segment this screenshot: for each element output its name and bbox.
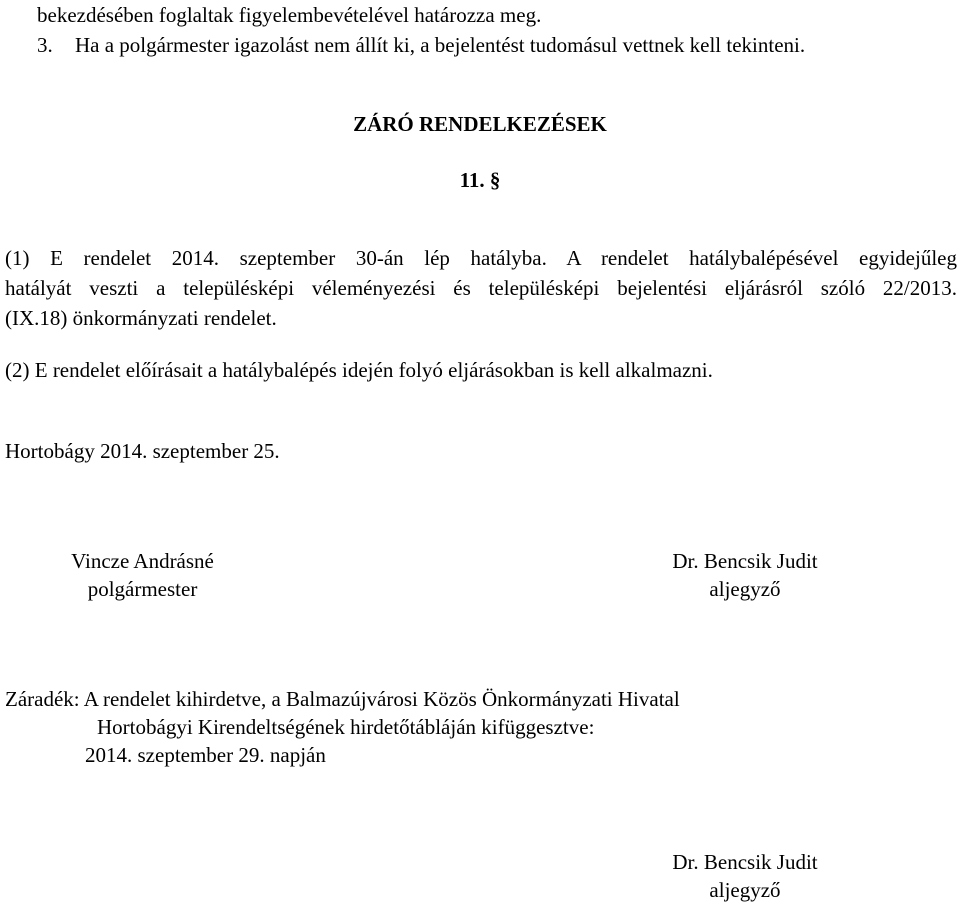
final-signature <box>640 848 850 904</box>
paragraph-1-line-1: (1) E rendelet 2014. szeptember 30-án lép hatályba. A rendelet hatálybalépésével egyidejűleg <box>5 246 957 270</box>
clause-line-2: Hortobágyi Kirendeltségének hirdetőtábláján kifüggesztve: <box>97 715 595 739</box>
list-item-3-number: 3. <box>37 33 53 57</box>
signature-right <box>640 547 850 603</box>
signature-left <box>40 547 245 603</box>
clause-line-1: Záradék: A rendelet kihirdetve, a Balmazújvárosi Közös Önkormányzati Hivatal <box>5 687 680 711</box>
signature-left-name: Vincze Andrásné <box>71 549 214 573</box>
signature-left-title: polgármester <box>87 577 198 601</box>
section-number: 11. § <box>459 168 501 192</box>
clause-line-3: 2014. szeptember 29. napján <box>85 743 326 767</box>
list-item-3-text: Ha a polgármester igazolást nem állít ki, a bejelentést tudomásul vettnek kell tekinteni. <box>75 33 806 57</box>
paragraph-2: (2) E rendelet előírásait a hatálybalépés idején folyó eljárásokban is kell alkalmazni. <box>5 358 713 382</box>
paragraph-1-line-2: hatályát veszti a településképi véleményezési és településképi bejelentési eljárásról szóló 22/2013. <box>5 276 957 300</box>
paragraph-1-line-3: (IX.18) önkormányzati rendelet. <box>5 306 277 330</box>
signature-right-title: aljegyző <box>709 577 781 601</box>
final-signature-name: Dr. Bencsik Judit <box>672 850 818 874</box>
text-line-continuation: bekezdésében foglaltak figyelembevételével határozza meg. <box>37 3 542 27</box>
place-date: Hortobágy 2014. szeptember 25. <box>5 439 280 463</box>
section-heading: ZÁRÓ RENDELKEZÉSEK <box>353 112 607 136</box>
signature-right-name: Dr. Bencsik Judit <box>672 549 818 573</box>
final-signature-title: aljegyző <box>709 878 781 902</box>
